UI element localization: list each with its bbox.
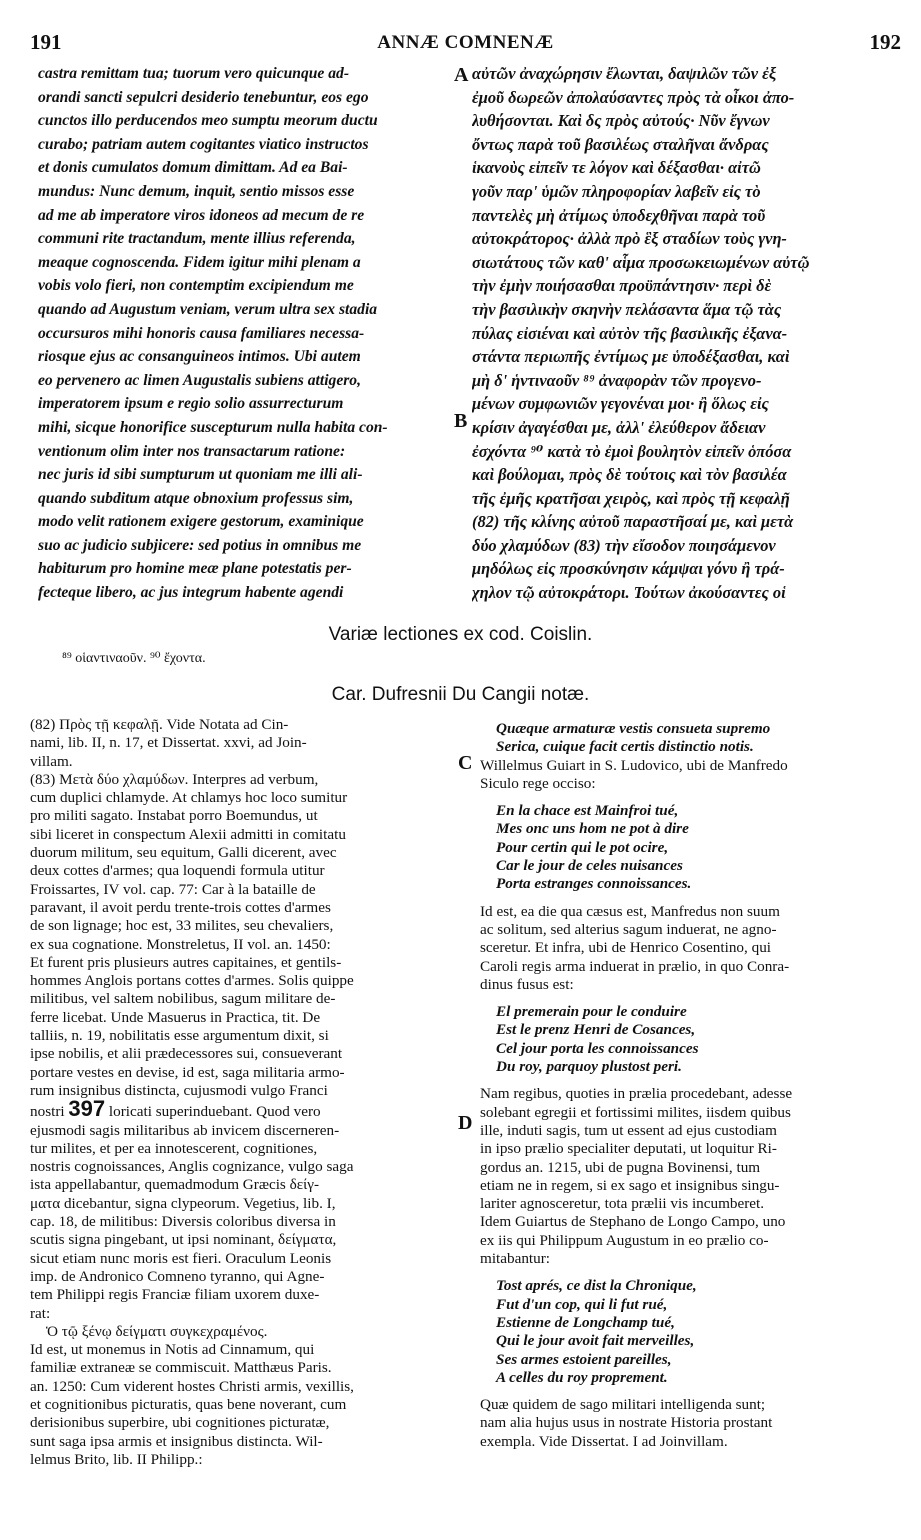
note-line: portare vestes en devise, id est, saga militaria armo-: [30, 1063, 345, 1081]
greek-line: πύλας εἰσιέναι καὶ αὐτὸν τῆς βασιλικῆς ἐξανα-: [472, 323, 788, 343]
verse-line: Pour certin qui le pot ocire,: [496, 838, 669, 856]
note-line: Id est, ut monemus in Notis ad Cinnamum, qui: [30, 1341, 315, 1359]
note-line: Froissartes, IV vol. cap. 77: Car à la bataille de: [30, 880, 316, 898]
note-line: Caroli regis arma induerat in prælio, in quo Conra-: [480, 957, 790, 975]
latin-line: occursuros mihi honoris causa familiares necessa-: [38, 324, 365, 342]
note-line: Willelmus Guiart in S. Ludovico, ubi de Manfredo: [480, 756, 788, 774]
note-line: cum duplici chlamyde. At chlamys hoc loco sumitur: [30, 789, 348, 807]
notae-heading: Car. Dufresnii Du Cangii notæ.: [331, 684, 590, 705]
verse-line: Du roy, parquoy plustost peri.: [496, 1058, 682, 1076]
verse-line: Tost aprés, ce dist la Chronique,: [496, 1277, 697, 1295]
note-line: Siculo rege occiso:: [480, 774, 596, 792]
greek-line: (82) τῆς κλίνης αὐτοῦ παραστῆσαί με, καὶ μετὰ: [472, 512, 794, 532]
latin-line: mihi, sicque honorifice suscepturum nulla habita con-: [38, 418, 388, 436]
greek-line: κρίσιν ἀγαγέσθαι με, ἀλλ' ἐλεύθερον ἄδειαν: [472, 417, 766, 437]
greek-line: τὴν ἐμὴν ποιήσασθαι προϋπάντησιν· περὶ δὲ: [472, 276, 772, 296]
note-line: ex iis qui Philippum Augustum in eo prælio co-: [480, 1231, 769, 1249]
latin-line: ad me ab imperatore viros idoneos ad mecum de re: [38, 206, 365, 224]
page-mark: 397: [68, 1100, 106, 1122]
note-line: tur milites, et per ea innotescerent, cognitiones,: [30, 1139, 318, 1157]
verse-line: Car le jour de celes nuisances: [496, 857, 683, 875]
greek-line: δύο χλαμύδων (83) τὴν εἴσοδον ποιησάμενον: [472, 535, 776, 555]
greek-line: μὴ δ' ἡντιναοῦν ⁸⁹ ἀναφορὰν τῶν προγενο-: [472, 370, 762, 390]
note-line: in ipso prælio specialiter deputati, ut loquitur Ri-: [480, 1140, 777, 1158]
note-line: Idem Guiartus de Stephano de Longo Campo, uno: [480, 1213, 786, 1231]
note-line: solebant egregii et fortissimi milites, iisdem quibus: [480, 1103, 791, 1121]
note-line: ipse nobilis, et alii prædecessores sui, consueverant: [30, 1045, 343, 1063]
note-line: gordus an. 1215, ubi de pugna Bovinensi, tum: [480, 1158, 761, 1176]
latin-line: eo pervenero ac limen Augustalis subiens attigero,: [38, 371, 362, 389]
note-line: exempla. Vide Dissertat. I ad Joinvillam.: [480, 1432, 728, 1450]
note-line: rum insignibus distincta, cujusmodi vulgo Franci: [30, 1081, 328, 1099]
latin-line: communi rite tractandum, mente illius referenda,: [38, 230, 356, 248]
latin-line: suo ac judicio subjicere: sed potius in omnibus me: [38, 536, 362, 554]
note-line: cap. 18, de militibus: Diversis coloribus diversa in: [30, 1213, 336, 1231]
note-line: (82) Πρὸς τῇ κεφαλῇ. Vide Notata ad Cin-: [30, 716, 289, 733]
latin-line: curabo; patriam autem cogitantes viatico instructos: [38, 135, 369, 153]
latin-line: et donis cumulatos domum dimittam. Ad ea Bai-: [38, 159, 348, 177]
verse-line: El premerain pour le conduire: [496, 1003, 687, 1021]
verse-line: En la chace est Mainfroi tué,: [496, 802, 679, 820]
latin-line: castra remittam tua; tuorum vero quicunque ad-: [38, 65, 350, 82]
note-line: et cognitionibus picturatis, quas bene noverant, cum: [30, 1395, 347, 1413]
latin-line: cunctos illo perducendos meo sumptu meorum ductu: [38, 112, 378, 130]
latin-line: ventionum olim inter nos transactarum ratione:: [38, 442, 346, 460]
greek-line: παντελὲς μὴ ἀτίμως ὑποδεχθῆναι παρὰ τοῦ: [472, 205, 766, 225]
latin-line: mundus: Nunc demum, inquit, sentio missos esse: [38, 182, 355, 200]
greek-line: ἐσχόντα ⁹⁰ κατὰ τὸ ἐμοὶ βουλητὸν εἰπεῖν ὁπόσα: [472, 441, 792, 461]
latin-line: vobis volo fieri, non contemptim excipiendum me: [38, 277, 354, 295]
latin-line: modo velit rationem exigere gestorum, examinique: [38, 513, 364, 531]
variae-lectiones-heading: Variæ lectiones ex cod. Coislin.: [328, 624, 593, 645]
note-line: villam.: [30, 752, 73, 770]
latin-line: riosque ejus ac consanguineos intimos. Ubi autem: [38, 348, 361, 366]
note-line: dinus fusus est:: [480, 975, 574, 993]
note-line: hommes Anglois portans cottes d'armes. Solis quippe: [30, 972, 354, 990]
notes-left-column: [30, 716, 458, 1469]
greek-line: τὴν βασιλικὴν σκηνὴν πελάσαντα ἅμα τῷ τὰς: [472, 299, 782, 319]
note-line: ista appellabantur, quemadmodum Græcis δείγ-: [30, 1176, 320, 1194]
note-line: duorum militum, seu equitum, Galli dicerent, avec: [30, 844, 337, 862]
latin-translation-column: [38, 62, 456, 605]
note-line: paravant, il avoit perdu trente-trois cottes d'armes: [30, 898, 331, 916]
note-line: ferre licebat. Unde Masuerus in Practica, tit. De: [30, 1008, 321, 1026]
note-line: Quæ quidem de sago militari intelligenda sunt;: [480, 1396, 766, 1414]
note-line: sunt saga ipsa armis et insignibus distincta. Wil-: [30, 1432, 323, 1450]
greek-line: στάντα περιωπῆς ἐντίμως με ὑποδέξασθαι, καὶ: [472, 347, 790, 367]
note-line: nam alia hujus usus in nostrate Historia prostant: [480, 1414, 773, 1432]
greek-line: ἱκανοὺς εἰπεῖν τε λόγον καὶ δέξασθαι· αἰτῶ: [472, 158, 761, 178]
running-title: ANNÆ COMNENÆ: [377, 32, 554, 53]
latin-line: orandi sancti sepulcri desiderio tenebuntur, eos ego: [38, 88, 369, 106]
greek-line: ἐμοῦ δωρεῶν ἀπολαύσαντες πρὸς τὰ οἶκοι ἀπο-: [472, 87, 795, 107]
page-header: [30, 30, 901, 58]
page-number-right: 192: [869, 30, 901, 54]
latin-line: fecteque libero, ac jus integrum habente agendi: [38, 584, 344, 602]
margin-letter-c: C: [458, 752, 473, 774]
greek-line: μένων συμφωνιῶν γεγονέναι μοι· ἢ ὅλως εἰς: [472, 394, 769, 414]
note-line: ματα dicebantur, signa clypeorum. Vegetius, lib. I,: [30, 1194, 336, 1212]
verse-line: Fut d'un cop, qui li fut rué,: [496, 1295, 668, 1313]
note-line: sceretur. Et infra, ubi de Henrico Cosentino, qui: [480, 939, 772, 957]
latin-line: quando subditum atque obnoxium professus sim,: [38, 489, 354, 507]
greek-text-column: [472, 62, 890, 605]
note-line: ex sua cognatione. Monstreletus, II vol. an. 1450:: [30, 935, 331, 953]
notes-right-column: [480, 720, 890, 1451]
verse-line: Ses armes estoient pareilles,: [496, 1350, 672, 1368]
verse-line: A celles du roy proprement.: [496, 1368, 668, 1386]
note-line: scutis signa pingebant, ut ipsi nominant, δείγματα,: [30, 1231, 337, 1249]
greek-line: μηδόλως εἰς προσκύνησιν κάμψαι γόνυ ἢ τρά-: [472, 559, 785, 579]
greek-line: ὄντως παρὰ τοῦ βασιλέως σταλῆναι ἄνδρας: [472, 134, 769, 154]
greek-line: καὶ βούλομαι, πρὸς δὲ τούτοις καὶ τὸν βασιλέα: [472, 465, 787, 485]
verse-line: Estienne de Longchamp tué,: [496, 1313, 675, 1331]
greek-line: λυθήσονται. Καὶ δς πρὸς αὐτούς· Νῦν ἔγνων: [472, 111, 770, 131]
note-line: Id est, ea die qua cæsus est, Manfredus non suum: [480, 902, 780, 920]
note-line: an. 1250: Cum viderent hostes Christi armis, vexillis,: [30, 1377, 354, 1395]
verse-line: Quæque armaturæ vestis consueta supremo: [496, 720, 771, 737]
latin-line: habiturum pro homine meæ plane potestatis per-: [38, 560, 352, 578]
note-line: rat:: [30, 1304, 51, 1322]
note-line: Et furent pris plusieurs autres capitaines, et gentils-: [30, 953, 342, 971]
greek-line: σιωτάτους τῶν καθ' αἷμα προσωκειωμένων αὐτῷ: [472, 252, 810, 272]
latin-line: imperatorem ipsum e regio solio assurrecturum: [38, 395, 344, 413]
note-line: deux cottes d'armes; qua loquendi formula utitur: [30, 862, 325, 880]
note-line: lelmus Brito, lib. II Philipp.:: [30, 1450, 203, 1468]
note-line: nostris cognoissances, Anglis cognizance, vulgo saga: [30, 1158, 354, 1176]
note-line: sicut etiam nunc moris est fieri. Oraculum Leonis: [30, 1249, 332, 1267]
verse-line: Mes onc uns hom ne pot à dire: [496, 820, 689, 838]
verse-line: Porta estranges connoissances.: [496, 875, 692, 893]
page-number-left: 191: [30, 30, 62, 54]
note-line: Nam regibus, quoties in prælia procedebant, adesse: [480, 1085, 793, 1103]
note-line: nami, lib. II, n. 17, et Dissertat. xxvi, ad Join-: [30, 734, 307, 752]
note-line: tem Philippi regis Franciæ filiam uxorem duxe-: [30, 1286, 320, 1304]
verse-line: Serica, cuique facit certis distinctio notis.: [496, 738, 754, 756]
greek-line: χηλον τῷ αὐτοκράτορι. Τούτων ἀκούσαντες οἱ: [472, 583, 786, 603]
variae-lectiones-notes: ⁸⁹ οἱαντιναοῦν. ⁹⁰ ἔχοντα.: [62, 651, 206, 666]
note-line: militibus, vel saltem nobilibus, sagum militare de-: [30, 990, 336, 1008]
latin-line: nec juris id sibi sumpturum ut quoniam me illi ali-: [38, 466, 363, 484]
note-line: etiam ne in regem, si ex sago et insignibus singu-: [480, 1176, 780, 1194]
greek-line: τῆς ἐμῆς κρατῆσαι χειρὸς, καὶ πρὸς τῇ κεφαλῇ: [472, 488, 790, 508]
margin-letter-d: D: [458, 1112, 473, 1134]
margin-letter-a: A: [454, 64, 469, 86]
note-line: familiæ extraneæ se commiscuit. Matthæus Paris.: [30, 1359, 332, 1377]
note-line: ac solitum, sed alterius sagum induerat, ne agno-: [480, 920, 777, 938]
note-line: ille, induti sagis, tum ut essent ad ejus custodiam: [480, 1121, 777, 1139]
latin-line: meaque cognoscenda. Fidem igitur mihi plenam a: [38, 253, 361, 271]
note-line: ejusmodi sagis militaribus ab invicem discerneren-: [30, 1121, 340, 1139]
note-line: nostri 397 loricati superinduebant. Quod vero: [30, 1100, 458, 1121]
note-line: lariter agnosceretur, tota prælii vis incumberet.: [480, 1195, 765, 1213]
verse-line: Qui le jour avoit fait merveilles,: [496, 1332, 695, 1350]
note-line: de son lignage; hoc est, 33 milites, seu chevaliers,: [30, 917, 334, 935]
note-line: mitabantur:: [480, 1250, 551, 1268]
greek-line: γοῦν παρ' ὑμῶν πληροφορίαν λαβεῖν εἰς τὸ: [472, 181, 761, 201]
note-line: Ὁ τῷ ξένῳ δείγματι συγκεχραμένος.: [46, 1322, 268, 1340]
note-line: (83) Μετὰ δύο χλαμύδων. Interpres ad verbum,: [30, 770, 319, 788]
greek-line: αὐτοκράτορος· ἀλλὰ πρὸ ἓξ σταδίων τοὺς γνη-: [472, 229, 787, 249]
note-line: talliis, n. 19, nobilitatis esse argumentum dixit, si: [30, 1027, 329, 1045]
latin-line: quando ad Augustum veniam, verum ultra sex stadia: [38, 300, 378, 318]
note-line: sibi liceret in conspectum Alexii admitti in comitatu: [30, 825, 346, 843]
verse-line: Est le prenz Henri de Cosances,: [496, 1021, 696, 1039]
note-line: pro militi sagato. Instabat porro Boemundus, ut: [30, 807, 318, 825]
verse-line: Cel jour porta les connoissances: [496, 1039, 699, 1057]
note-line: imp. de Andronico Comneno tyranno, qui Agne-: [30, 1267, 325, 1285]
greek-line: αὐτῶν ἀναχώρησιν ἔλωνται, δαψιλῶν τῶν ἐξ: [472, 64, 777, 83]
margin-letter-b: B: [454, 410, 468, 432]
note-line: derisionibus superbire, ubi cognitiones picturatæ,: [30, 1414, 330, 1432]
